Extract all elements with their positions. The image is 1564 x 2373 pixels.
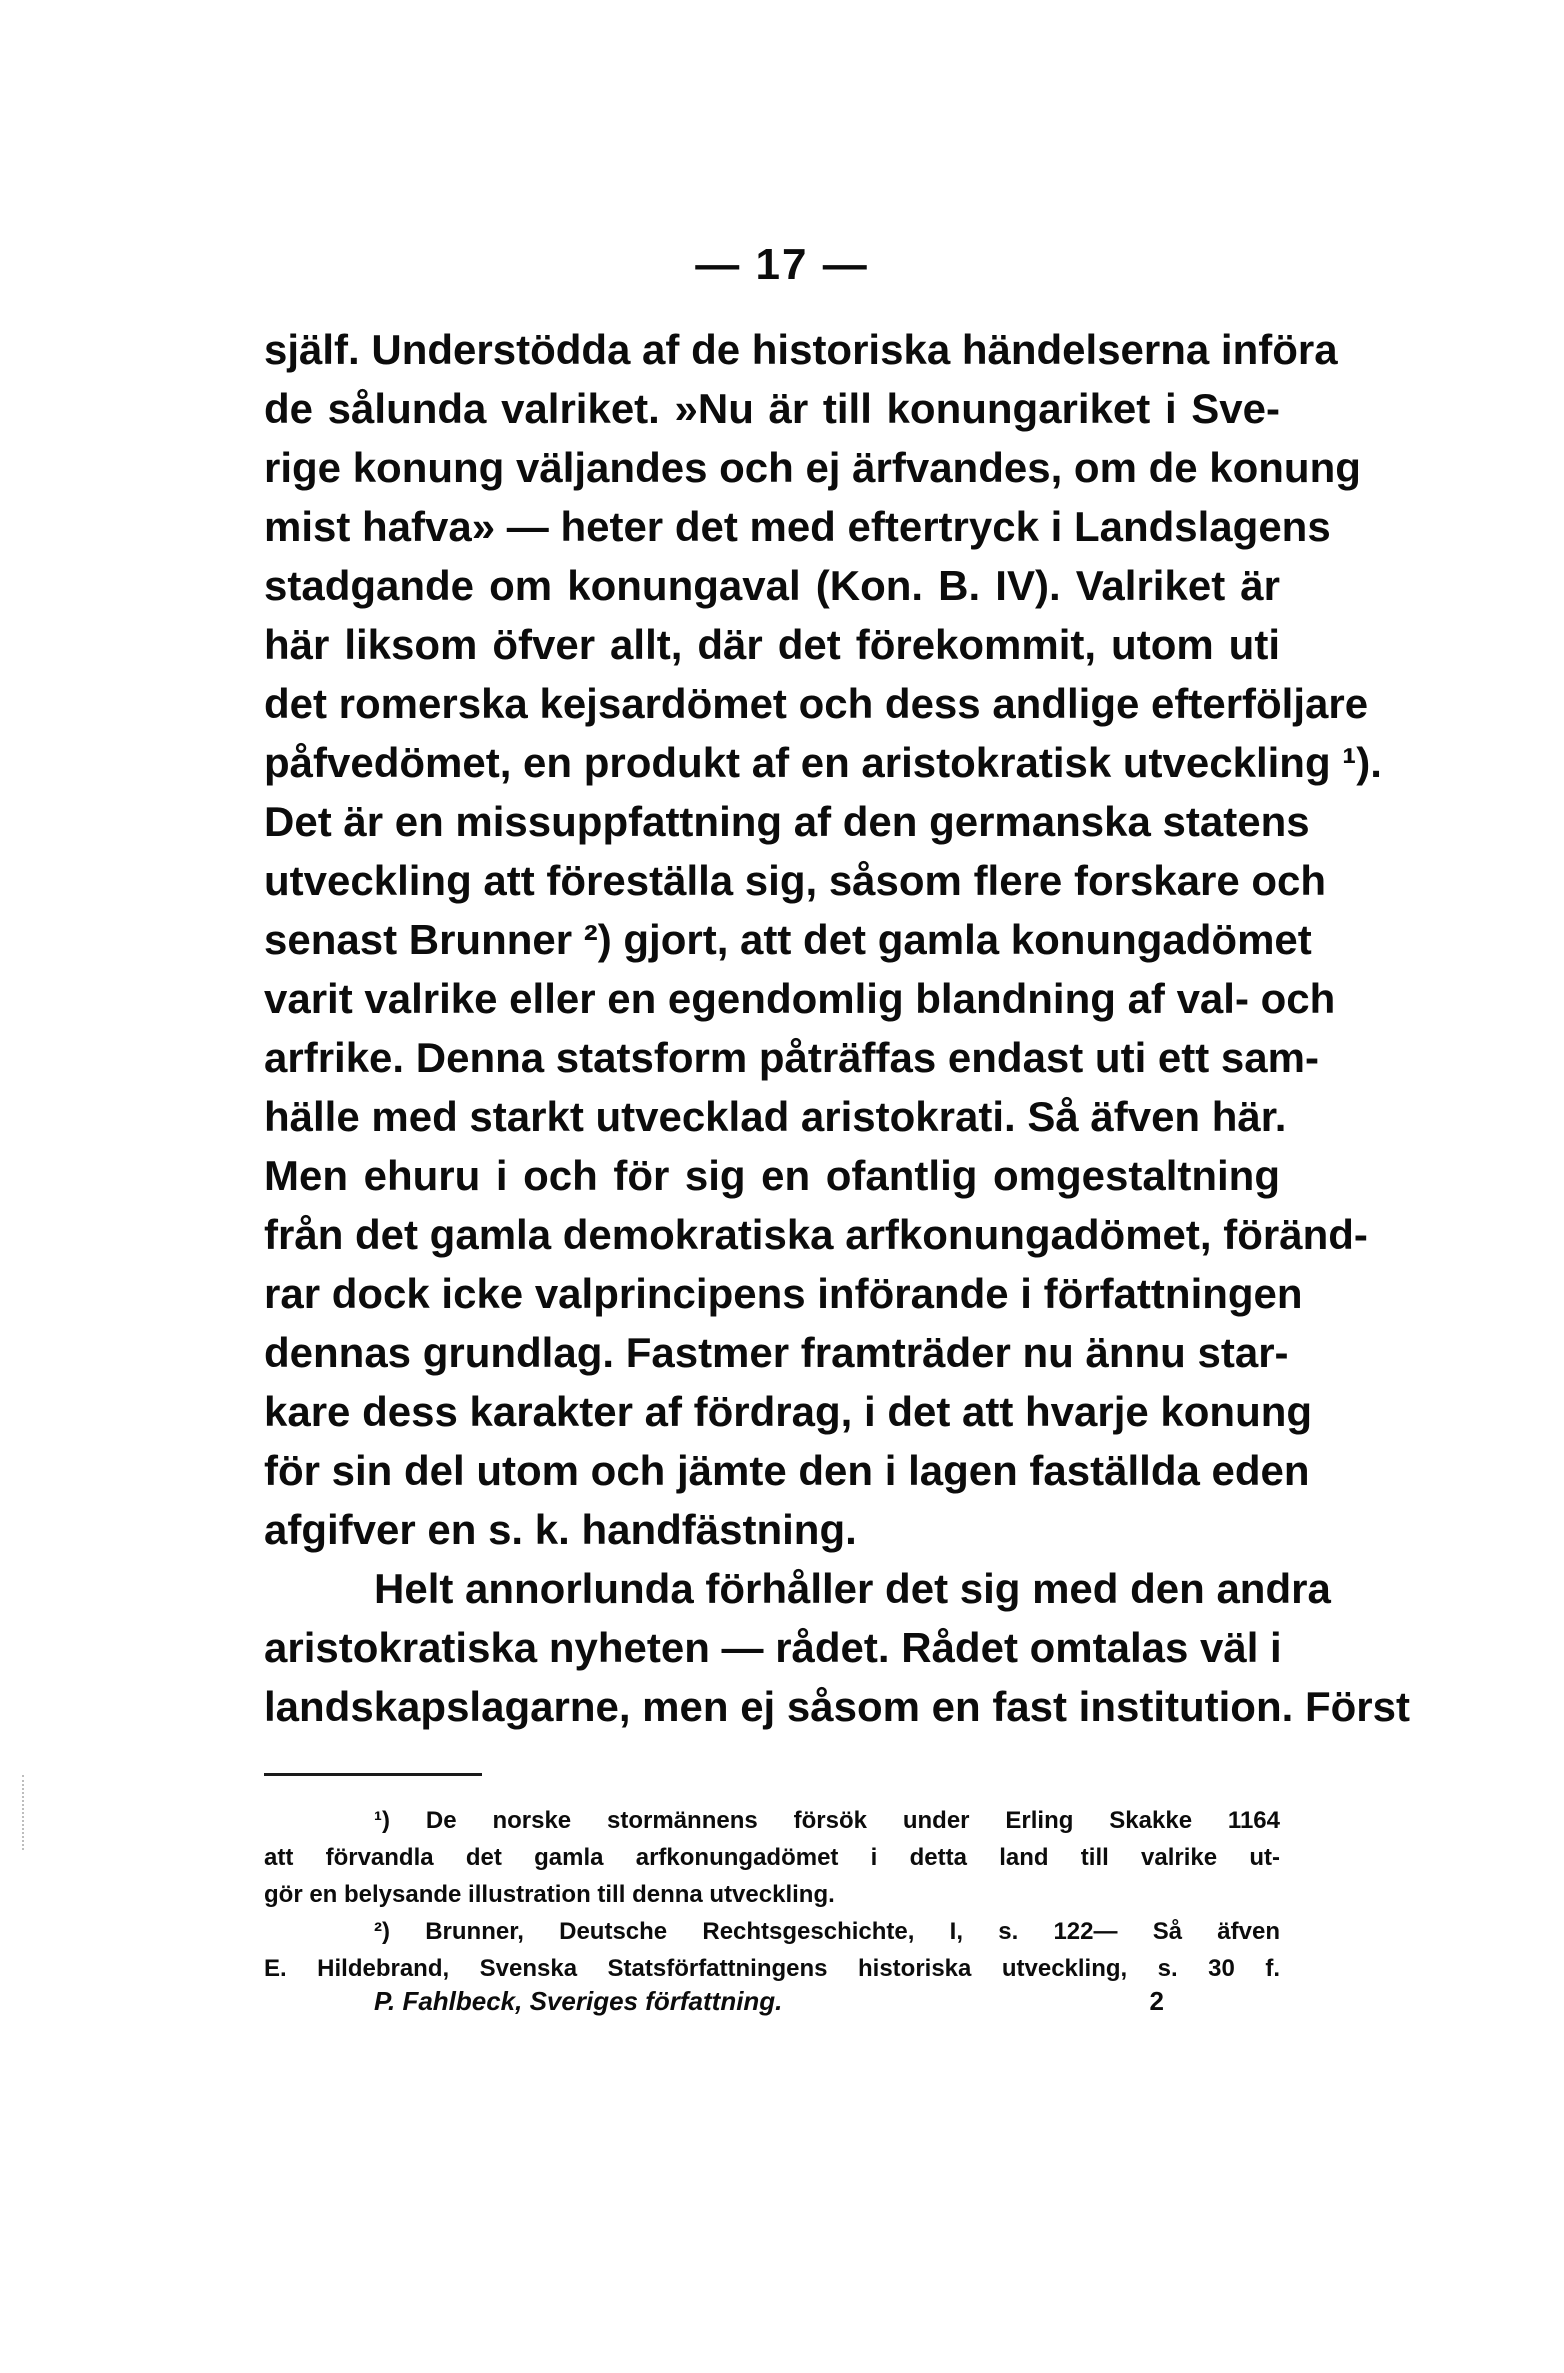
footnotes bbox=[264, 1802, 1280, 1987]
body-line: mist hafva» — heter det med eftertryck i Landslagens bbox=[264, 503, 1331, 550]
body-line: de sålunda valriket. »Nu är till konungariket i Sve- bbox=[264, 385, 1280, 432]
page-number: — 17 — bbox=[695, 240, 869, 289]
body-line: från det gamla demokratiska arfkonungadömet, föränd- bbox=[264, 1211, 1368, 1258]
body-line: rar dock icke valprincipens införande i författningen bbox=[264, 1270, 1303, 1317]
body-line: Helt annorlunda förhåller det sig med den andra bbox=[374, 1565, 1331, 1612]
footnote-line: ²) Brunner, Deutsche Rechtsgeschichte, I, s. 122— Så äfven bbox=[374, 1918, 1280, 1945]
footer-author-title: P. Fahlbeck, Sveriges författning. bbox=[374, 1986, 783, 2016]
page-footer bbox=[374, 1986, 1164, 2026]
footnote-line: E. Hildebrand, Svenska Statsförfattningens historiska utveckling, s. 30 f. bbox=[264, 1955, 1280, 1982]
body-line: för sin del utom och jämte den i lagen faställda eden bbox=[264, 1447, 1310, 1494]
margin-mark bbox=[22, 1775, 27, 1850]
body-line: Men ehuru i och för sig en ofantlig omgestaltning bbox=[264, 1152, 1280, 1199]
body-line: utveckling att föreställa sig, såsom flere forskare och bbox=[264, 857, 1327, 904]
body-line: afgifver en s. k. handfästning. bbox=[264, 1506, 857, 1553]
body-line: här liksom öfver allt, där det förekommit, utom uti bbox=[264, 621, 1280, 668]
body-line: själf. Understödda af de historiska händelserna införa bbox=[264, 326, 1338, 373]
footnote-line: ¹) De norske stormännens försök under Erling Skakke 1164 bbox=[374, 1807, 1280, 1834]
body-line: hälle med starkt utvecklad aristokrati. Så äfven här. bbox=[264, 1093, 1287, 1140]
body-line: senast Brunner ²) gjort, att det gamla konungadömet bbox=[264, 916, 1312, 963]
signature-mark: 2 bbox=[1149, 1986, 1164, 2016]
body-line: arfrike. Denna statsform påträffas endast uti ett sam- bbox=[264, 1034, 1319, 1081]
footnote-line: gör en belysande illustration till denna utveckling. bbox=[264, 1881, 835, 1908]
body-line: det romerska kejsardömet och dess andlige efterföljare bbox=[264, 680, 1369, 727]
body-line: stadgande om konungaval (Kon. B. IV). Valriket är bbox=[264, 562, 1280, 609]
footnote-line: att förvandla det gamla arfkonungadömet i detta land till valrike ut- bbox=[264, 1844, 1280, 1871]
body-line: påfvedömet, en produkt af en aristokratisk utveckling ¹). bbox=[264, 739, 1382, 786]
body-line: dennas grundlag. Fastmer framträder nu ännu star- bbox=[264, 1329, 1289, 1376]
body-line: Det är en missuppfattning af den germanska statens bbox=[264, 798, 1310, 845]
body-line: kare dess karakter af fördrag, i det att hvarje konung bbox=[264, 1388, 1313, 1435]
body-line: rige konung väljandes och ej ärfvandes, om de konung bbox=[264, 444, 1361, 491]
body-line: aristokratiska nyheten — rådet. Rådet omtalas väl i bbox=[264, 1624, 1282, 1671]
body-line: varit valrike eller en egendomlig blandning af val- och bbox=[264, 975, 1336, 1022]
body-text bbox=[264, 320, 1410, 1736]
body-line: landskapslagarne, men ej såsom en fast institution. Först bbox=[264, 1683, 1410, 1730]
footnote-rule bbox=[264, 1773, 482, 1776]
